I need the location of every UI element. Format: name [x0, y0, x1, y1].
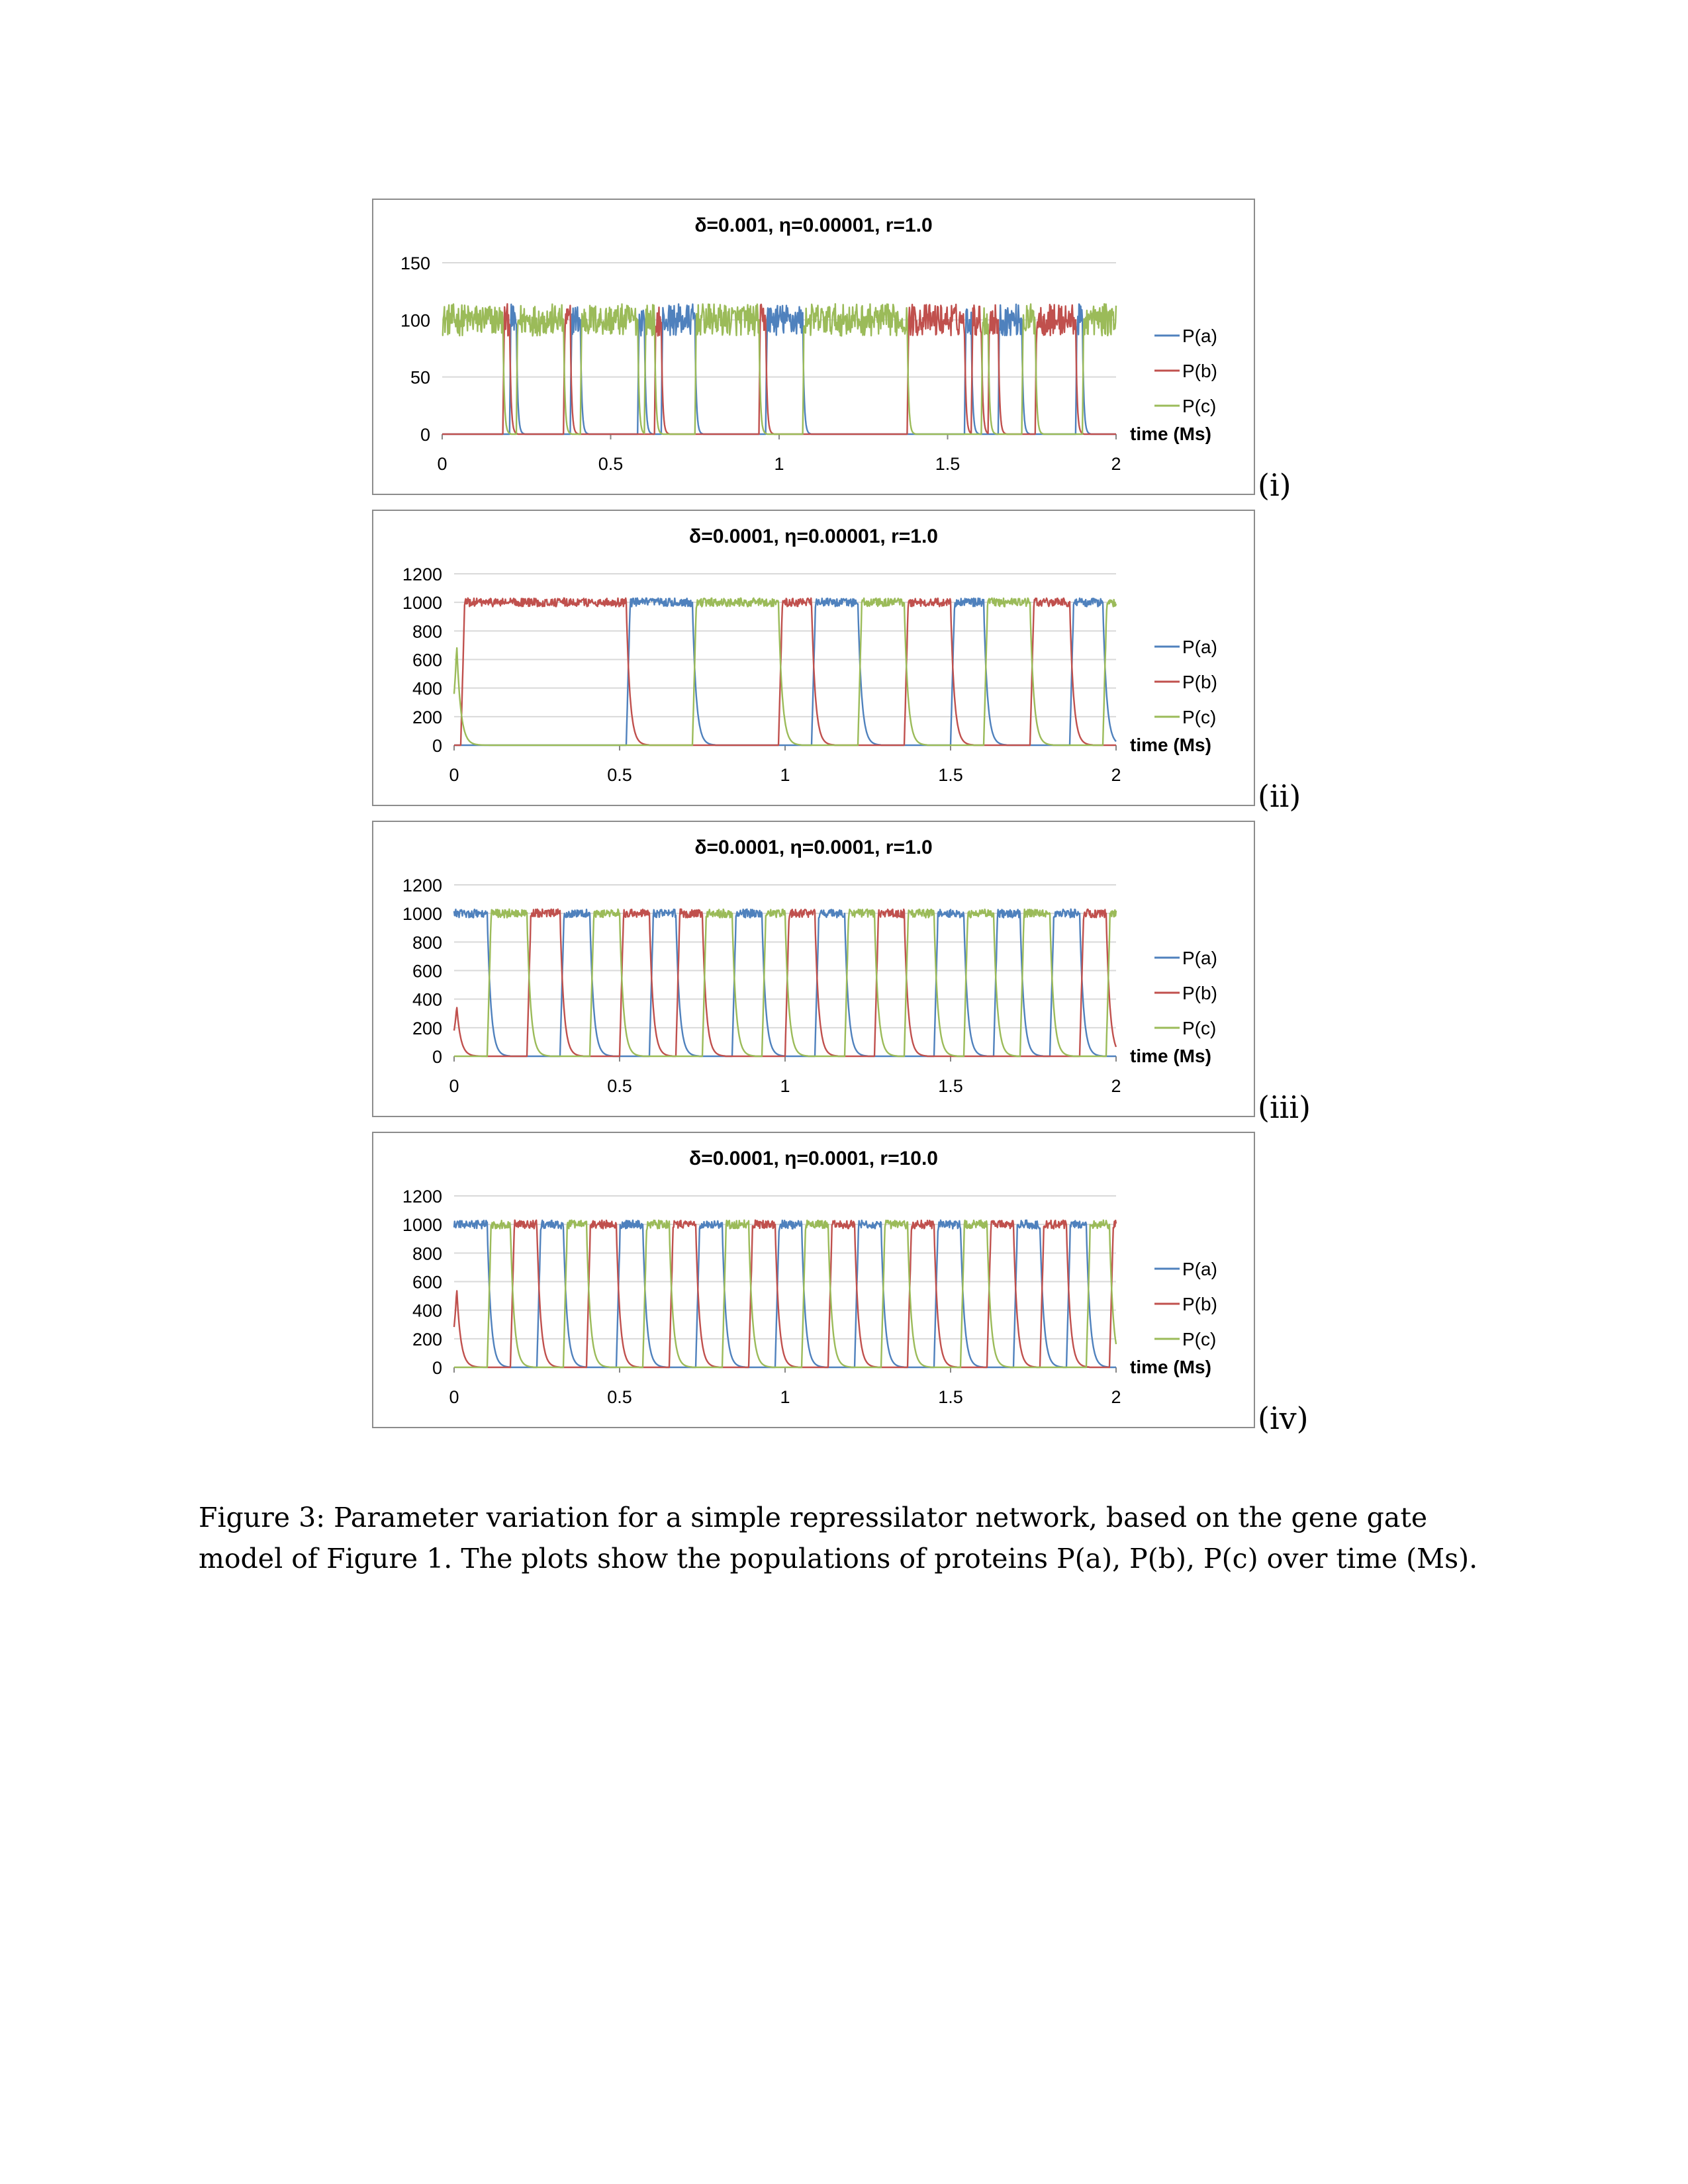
panel-label-i: (i)	[1258, 467, 1291, 503]
figure-caption	[199, 1497, 1496, 1579]
x-axis-label: time (Ms)	[1130, 735, 1211, 755]
panel-label-ii: (ii)	[1258, 778, 1301, 814]
legend-label-p-a: P(a)	[1182, 326, 1217, 346]
chart-svg-ii	[373, 511, 1254, 805]
chart-panel-iii	[372, 821, 1255, 1117]
legend-label-p-c: P(c)	[1182, 396, 1217, 416]
y-tick-label: 150	[400, 253, 430, 273]
x-tick-label: 0	[437, 454, 447, 474]
x-tick-label: 1	[774, 454, 784, 474]
x-tick-label: 1.5	[938, 1387, 963, 1407]
y-tick-label: 1200	[402, 565, 442, 584]
legend-label-p-b: P(b)	[1182, 361, 1217, 381]
y-tick-label: 100	[400, 310, 430, 331]
caption-text: Parameter variation for a simple repressilator network, based on the gene gate model of Figure 1. The plots show the populations of proteins P(a), P(b), P(c) over time (Ms).	[199, 1502, 1478, 1574]
x-tick-label: 0.5	[607, 1076, 632, 1096]
x-tick-label: 1.5	[938, 1076, 963, 1096]
y-tick-label: 200	[412, 1018, 442, 1038]
x-axis-label: time (Ms)	[1130, 1357, 1211, 1377]
x-tick-label: 0	[449, 1387, 459, 1407]
y-tick-label: 1000	[402, 593, 442, 614]
chart-panel-ii	[372, 510, 1255, 806]
x-tick-label: 0.5	[598, 454, 624, 474]
x-tick-label: 1	[780, 765, 790, 785]
y-tick-label: 800	[412, 933, 442, 953]
x-tick-label: 2	[1111, 1387, 1121, 1407]
y-tick-label: 400	[412, 1300, 442, 1321]
legend-label-p-c: P(c)	[1182, 1329, 1217, 1349]
chart-title: δ=0.0001, η=0.00001, r=1.0	[689, 525, 938, 547]
chart-svg-iii	[373, 822, 1254, 1116]
x-tick-label: 2	[1111, 454, 1121, 474]
x-tick-label: 1.5	[935, 454, 961, 474]
y-tick-label: 200	[412, 707, 442, 727]
panel-label-iii: (iii)	[1258, 1089, 1311, 1125]
series-line-p-a	[454, 1220, 1116, 1367]
x-tick-label: 0.5	[607, 1387, 632, 1407]
y-tick-label: 1000	[402, 1215, 442, 1236]
series-line-p-c	[454, 598, 1116, 745]
y-tick-label: 600	[412, 961, 442, 981]
y-tick-label: 0	[432, 1358, 442, 1378]
y-tick-label: 1000	[402, 904, 442, 925]
legend-label-p-c: P(c)	[1182, 707, 1217, 727]
x-axis-label: time (Ms)	[1130, 1046, 1211, 1066]
panel-label-iv: (iv)	[1258, 1400, 1309, 1436]
y-tick-label: 200	[412, 1329, 442, 1349]
x-tick-label: 2	[1111, 765, 1121, 785]
chart-title: δ=0.001, η=0.00001, r=1.0	[694, 214, 933, 236]
legend-label-p-a: P(a)	[1182, 637, 1217, 657]
chart-panel-iv	[372, 1132, 1255, 1428]
y-tick-label: 400	[412, 989, 442, 1010]
x-tick-label: 0	[449, 765, 459, 785]
chart-title: δ=0.0001, η=0.0001, r=1.0	[694, 837, 933, 858]
legend-label-p-a: P(a)	[1182, 948, 1217, 968]
y-tick-label: 1200	[402, 876, 442, 895]
legend-label-p-b: P(b)	[1182, 983, 1217, 1003]
chart-title: δ=0.0001, η=0.0001, r=10.0	[689, 1148, 938, 1169]
legend-label-p-b: P(b)	[1182, 1294, 1217, 1314]
y-tick-label: 800	[412, 621, 442, 642]
x-tick-label: 2	[1111, 1076, 1121, 1096]
chart-svg-iv	[373, 1133, 1254, 1427]
x-tick-label: 0	[449, 1076, 459, 1096]
y-tick-label: 1200	[402, 1187, 442, 1206]
x-tick-label: 1	[780, 1387, 790, 1407]
y-tick-label: 600	[412, 650, 442, 670]
legend-label-p-a: P(a)	[1182, 1259, 1217, 1279]
legend-label-p-c: P(c)	[1182, 1018, 1217, 1038]
y-tick-label: 0	[432, 1047, 442, 1067]
chart-panel-i	[372, 199, 1255, 495]
x-axis-label: time (Ms)	[1130, 424, 1211, 444]
chart-svg-i	[373, 200, 1254, 494]
y-tick-label: 800	[412, 1244, 442, 1264]
y-tick-label: 0	[420, 425, 430, 445]
y-tick-label: 400	[412, 678, 442, 699]
x-tick-label: 1.5	[938, 765, 963, 785]
y-tick-label: 0	[432, 736, 442, 756]
y-tick-label: 50	[410, 367, 430, 388]
legend-label-p-b: P(b)	[1182, 672, 1217, 692]
caption-prefix: Figure 3:	[199, 1502, 326, 1533]
x-tick-label: 0.5	[607, 765, 632, 785]
x-tick-label: 1	[780, 1076, 790, 1096]
y-tick-label: 600	[412, 1272, 442, 1293]
